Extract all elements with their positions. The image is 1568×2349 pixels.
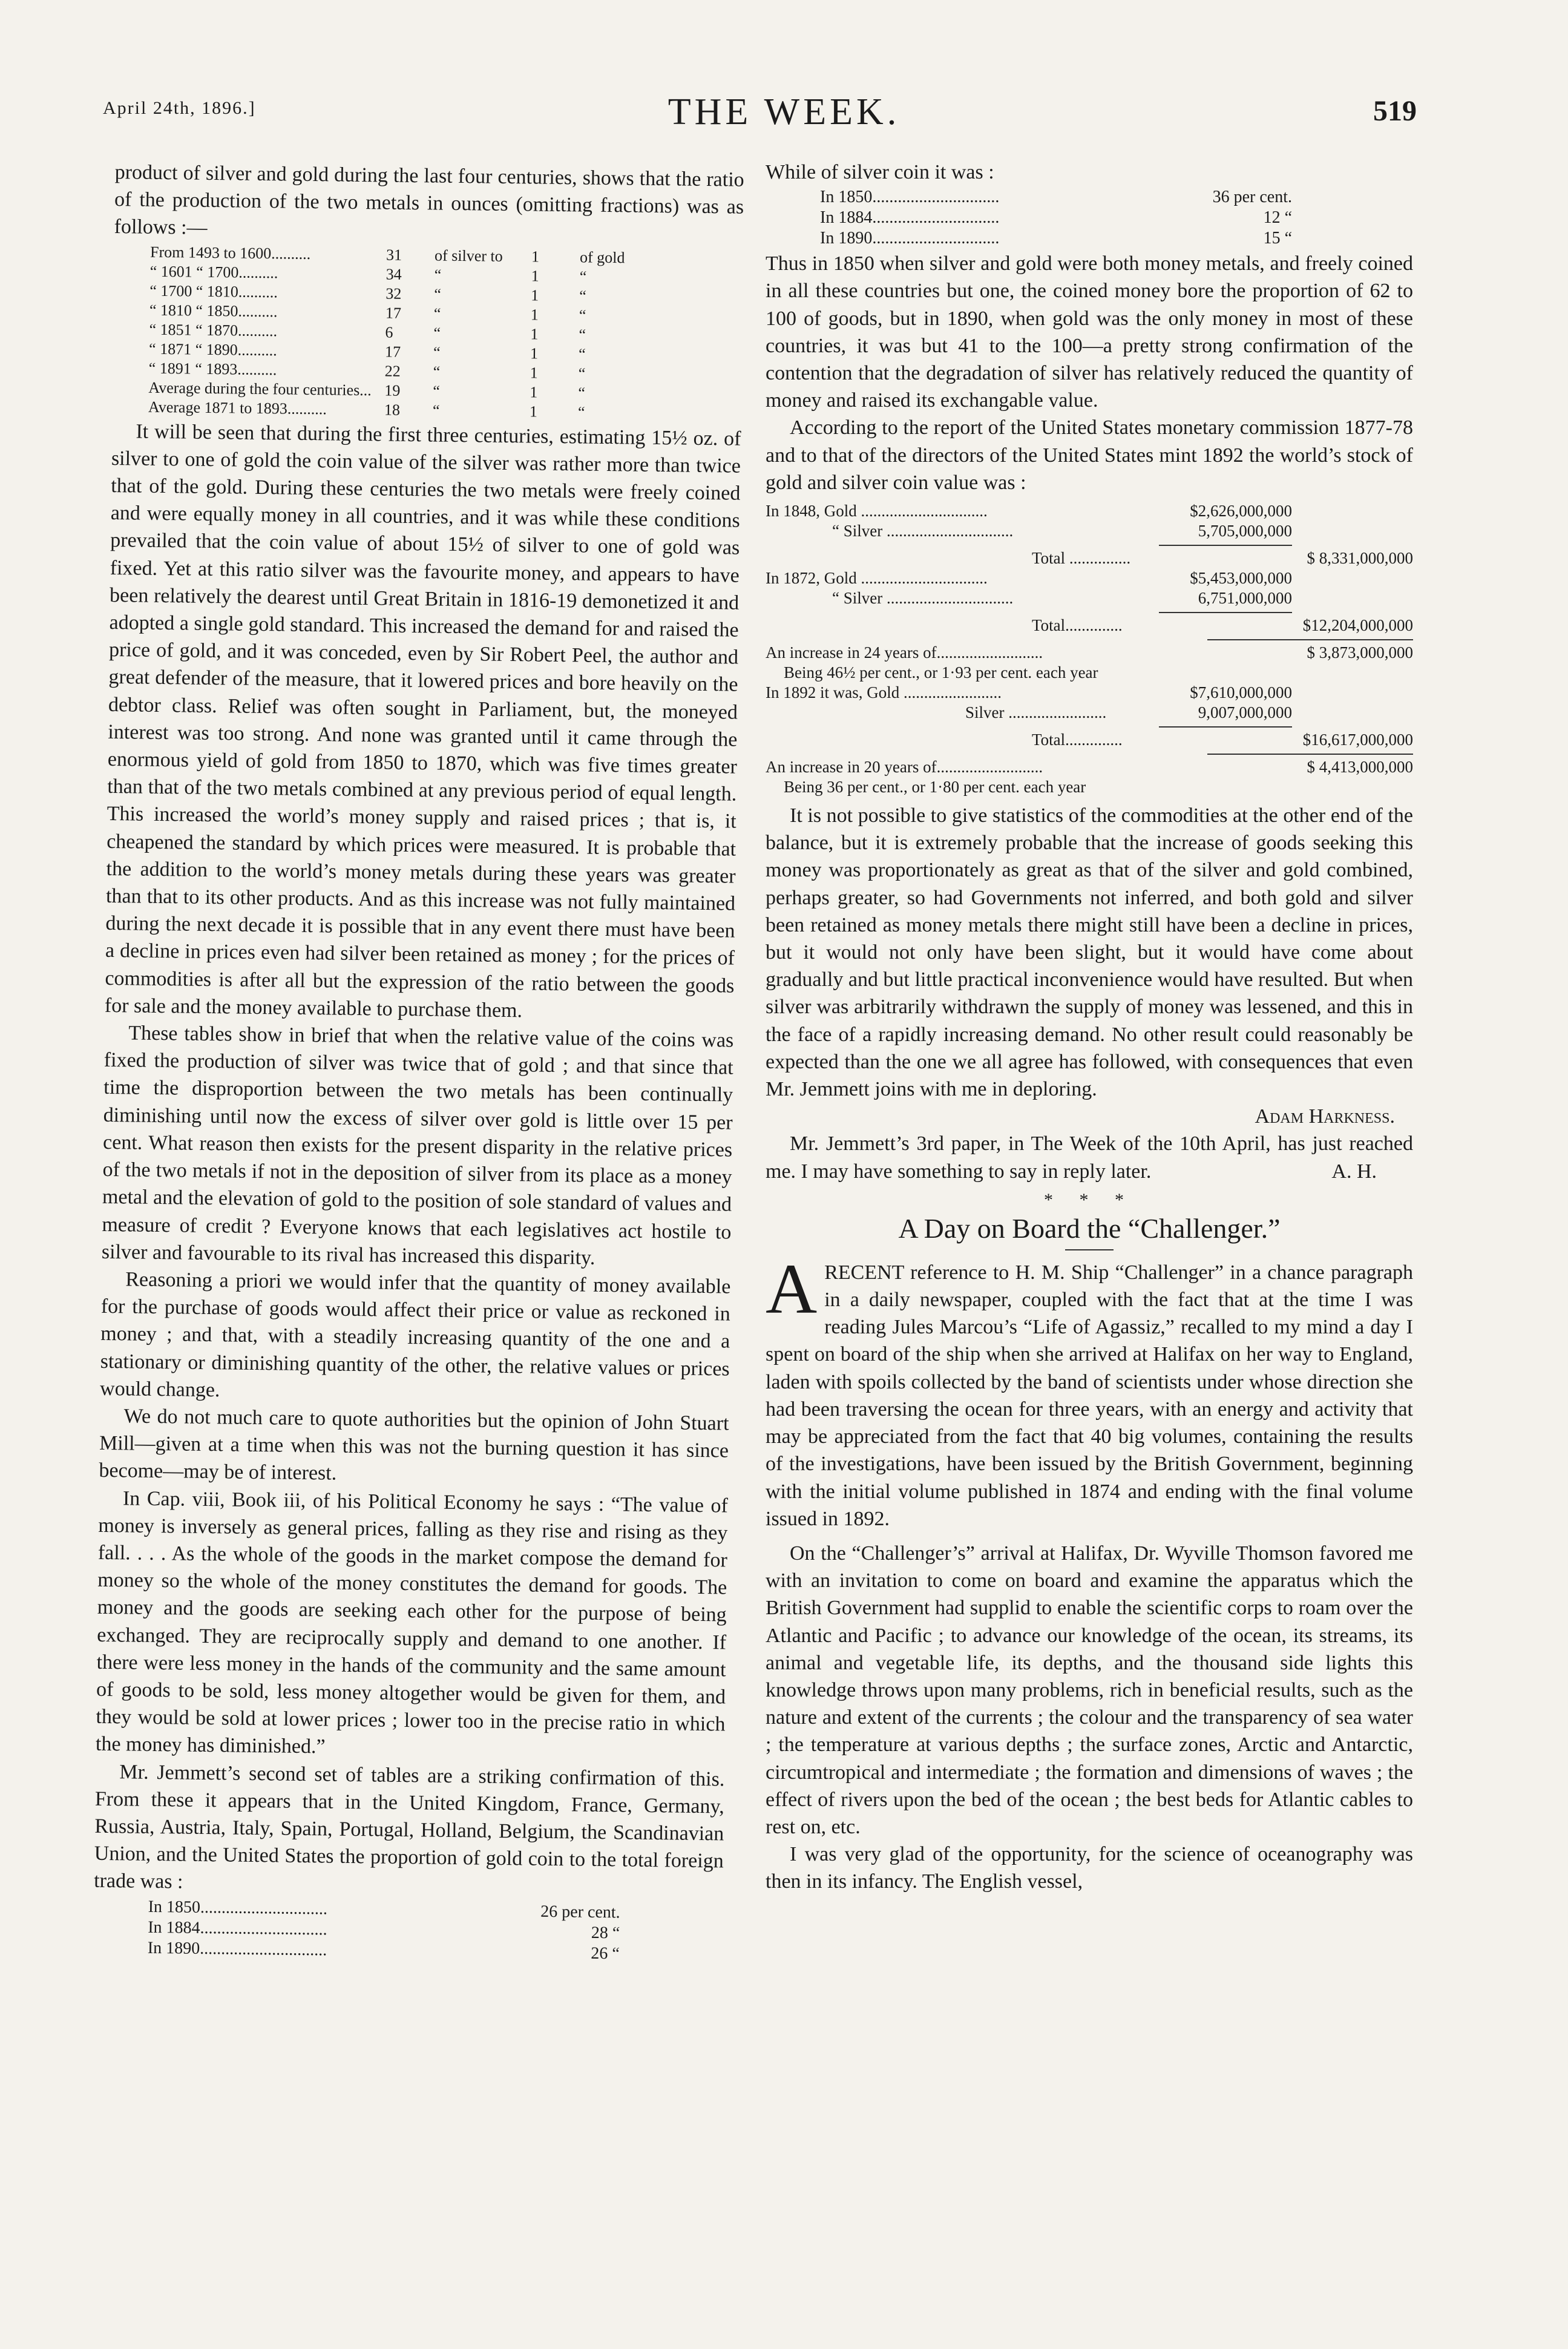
row-value: $ 8,331,000,000 bbox=[1307, 549, 1413, 568]
paragraph: It is not possible to give statistics of the commodities at the other end of the balance, but it is extremely probable that the increase of goods seeking this money was proportionately as great as that of the silver and gold combined, perhaps greater, so had Governments not inferred, and both gold and silver been retained as money metals there might still have been a decline in prices, but it would not only have been slight, but it would have come about gradually and but little practical inconvenience would have resulted. But when silver was arbitrarily withdrawn the supply of money was lessened, and this in the face of a rapidly increasing demand. No other result could reasonably be expected than the one we all agree has followed, with consequences that even Mr. Jemmett joins with me in deploring. bbox=[766, 804, 1413, 1101]
row-label: “ Silver ............................... bbox=[832, 522, 1014, 540]
ratio-unit: “ bbox=[578, 344, 586, 363]
ratio-silver: 17 bbox=[385, 304, 402, 322]
ratio-silver: 31 bbox=[385, 246, 402, 264]
gold-coin-table bbox=[148, 1896, 620, 1964]
ratio-period: “ 1601 “ 1700.......... bbox=[149, 262, 278, 281]
ratio-gold: 1 bbox=[530, 364, 538, 382]
table-row bbox=[820, 208, 1292, 228]
left-column bbox=[93, 159, 744, 1966]
ratio-silver: 32 bbox=[385, 284, 402, 303]
table-value: 15 “ bbox=[1263, 229, 1292, 248]
row-value: $2,626,000,000 bbox=[1190, 502, 1292, 521]
ratio-unit: of gold bbox=[579, 248, 625, 266]
row-value: 9,007,000,000 bbox=[1198, 703, 1292, 722]
table-row bbox=[766, 588, 1413, 608]
sum-rule bbox=[1159, 612, 1292, 613]
row-label: In 1848, Gold ............................... bbox=[766, 502, 988, 521]
paragraph: Reasoning a priori we would infer that the quantity of money available for the purchase of goods would affect their price or value as reckoned in money ; and that, with a steadily increasing quantity of the one and a stationary or diminishing quantity of the other, the relative values or prices would change. bbox=[99, 1268, 731, 1401]
paragraph bbox=[766, 1130, 1413, 1184]
row-label: “ Silver ............................... bbox=[832, 589, 1014, 608]
article-title: A Day on Board the “Challenger.” bbox=[898, 1212, 1281, 1244]
ratio-silver: 6 bbox=[385, 323, 393, 341]
title-rule bbox=[1065, 1249, 1114, 1250]
ratio-unit: “ bbox=[577, 402, 585, 421]
row-label: Total.............. bbox=[1032, 731, 1123, 749]
table-row bbox=[766, 568, 1413, 588]
ratio-gold: 1 bbox=[531, 248, 540, 266]
ratio-label: “ bbox=[433, 324, 441, 342]
table-row bbox=[820, 187, 1292, 208]
row-value: 5,705,000,000 bbox=[1198, 522, 1292, 540]
spacer bbox=[766, 1533, 1413, 1540]
row-label: Silver ........................ bbox=[965, 703, 1107, 722]
row-label: In 1892 it was, Gold ........................ bbox=[766, 683, 1002, 702]
row-value: $12,204,000,000 bbox=[1302, 616, 1413, 635]
table-value: 36 per cent. bbox=[1212, 188, 1292, 207]
paragraph: Thus in 1850 when silver and gold were both money metals, and freely coined in all these countries but one, the coined money bore the proportion of 62 to 100 of goods, but in 1890, when gold was the only money in most of these countries, it was but 41 to the 100—a pretty strong confirmation of the contention that the degradation of silver has relatively reduced the quantity of money and raised its exchangable value. bbox=[766, 252, 1413, 412]
postscript-text: Mr. Jemmett’s 3rd paper, in The Week of the 10th April, has just reached me. I may have something to say in reply later. bbox=[766, 1132, 1413, 1183]
ratio-unit: “ bbox=[579, 287, 587, 305]
table-row bbox=[766, 616, 1413, 636]
ratio-period: “ 1700 “ 1810.......... bbox=[149, 281, 278, 301]
ratio-unit: “ bbox=[578, 383, 586, 402]
ratio-unit: “ bbox=[579, 268, 587, 286]
drop-cap: A bbox=[766, 1249, 818, 1329]
postscript-initials: A. H. bbox=[1331, 1160, 1377, 1183]
table-year: In 1890.............................. bbox=[147, 1938, 327, 1960]
table-value: 12 “ bbox=[1263, 208, 1292, 228]
paragraph: It will be seen that during the first three centuries, estimating 15½ oz. of silver to one of gold the coin value of the silver was rather more than twice that of the gold. During these centuries the two metals were freely coined and were equally money in all countries, and it was while these conditions prevailed that the coin value of about 15½ of silver to one of gold was fixed. Yet at this ratio silver was the favourite money, and appears to have been relatively the dearest until Great Britain in 1816-19 demonetized it and adopted a single gold standard. This increased the demand for and raised the price of gold, and it was conceded, even by Sir Robert Peel, the author and great defender of the measure, that it lowered prices and bore heavily on the debtor class. Relief was often sought in Parliament, but, the moneyed interest was too strong. And none was granted until it came through the enormous yield of gold from 1850 to 1870, which was five times greater than that of the two metals combined at any previous period of equal length. This increased the world’s money supply and raised prices ; that is, it cheapened the standard by which prices were measured. It is probable that the addition to the world’s money metals during these years was greater than that to its other products. And as this increase was not fully maintained during the next decade it is possible that in any event there must have been a decline in prices even had silver been retained as money ; for the prices of commodities is after all but the expression of the ratio between the goods for sale and the money available to purchase them. bbox=[104, 420, 741, 1022]
paragraph: These tables show in brief that when the relative value of the coins was fixed the production of silver was twice that of gold ; and that since that time the disproportion between the two metals has been continually diminishing until now the excess of silver over gold is little over 15 per cent. What reason then exists for the present disparity in the relative prices of the two metals if not in the deposition of silver from its place as a money metal and the elevation of gold to the position of sole standard of values and measure of credit ? Everyone knows that each legislatives act hostile to silver and favourable to its rival has increased this disparity. bbox=[101, 1022, 734, 1269]
table-year: In 1850.............................. bbox=[148, 1897, 328, 1919]
ratio-label: “ bbox=[433, 363, 441, 381]
table-value: 26 “ bbox=[591, 1943, 620, 1963]
table-row bbox=[766, 703, 1413, 723]
sum-rule bbox=[1207, 639, 1413, 640]
row-note: Being 46½ per cent., or 1·93 per cent. each year bbox=[784, 663, 1098, 682]
row-label: Total ............... bbox=[1032, 549, 1131, 568]
row-note: Being 36 per cent., or 1·80 per cent. each year bbox=[784, 778, 1086, 797]
ratio-label: “ bbox=[434, 285, 442, 303]
ratio-period: “ 1851 “ 1870.......... bbox=[149, 320, 278, 340]
row-label: In 1872, Gold ............................... bbox=[766, 569, 988, 588]
paragraph: Mr. Jemmett’s second set of tables are a striking confirmation of this. From these it appears that in the United Kingdom, France, Germany, Russia, Austria, Italy, Spain, Portugal, Holland, Belgium, the Scandinavian Union, and the United States the proportion of gold coin to the total foreign trade was : bbox=[94, 1760, 725, 1893]
publication-title: THE WEEK. bbox=[668, 91, 900, 133]
ratio-label: “ bbox=[433, 343, 441, 361]
paragraph: We do not much care to quote authorities but the opinion of John Stuart Mill—given at a time when this was not the burning question it has since become—may be of interest. bbox=[99, 1405, 729, 1485]
ratio-label: “ bbox=[432, 401, 440, 419]
sum-rule bbox=[1207, 754, 1413, 755]
ratio-unit: “ bbox=[578, 364, 586, 383]
table-row bbox=[766, 548, 1413, 568]
ratio-period: “ 1891 “ 1893.......... bbox=[148, 359, 277, 378]
section-separator: * * * bbox=[1044, 1189, 1135, 1210]
table-year: In 1890.............................. bbox=[820, 229, 1000, 248]
article-paragraph: I was very glad of the opportunity, for the science of oceanography was then in its infancy. The English vessel, bbox=[766, 1843, 1413, 1893]
table-value: 28 “ bbox=[591, 1923, 620, 1942]
author-signature: Adam Harkness. bbox=[1255, 1105, 1395, 1128]
page-number: 519 bbox=[1373, 95, 1417, 127]
row-value: 6,751,000,000 bbox=[1198, 589, 1292, 608]
table-row bbox=[766, 521, 1413, 541]
table-row bbox=[766, 643, 1413, 663]
sum-rule bbox=[1159, 545, 1292, 546]
ratio-period: Average during the four centuries... bbox=[148, 378, 372, 399]
table-row bbox=[766, 683, 1413, 703]
ratio-silver: 22 bbox=[384, 362, 401, 380]
ratio-period: Average 1871 to 1893.......... bbox=[148, 398, 327, 418]
paragraph: According to the report of the United States monetary commission 1877-78 and to that of the directors of the United States mint 1892 the world’s stock of gold and silver coin value was : bbox=[766, 416, 1413, 494]
table-row bbox=[820, 228, 1292, 249]
row-value: $ 3,873,000,000 bbox=[1307, 643, 1413, 662]
silver-intro: While of silver coin it was : bbox=[766, 161, 994, 183]
ratio-gold: 1 bbox=[531, 267, 539, 285]
table-year: In 1884.............................. bbox=[148, 1917, 327, 1939]
ratio-gold: 1 bbox=[529, 402, 538, 421]
ratio-label: “ bbox=[433, 382, 441, 400]
ratio-gold: 1 bbox=[530, 383, 538, 401]
article-paragraph: On the “Challenger’s” arrival at Halifax, Dr. Wyville Thomson favored me with an invitation to come on board and examine the apparatus which the British Government had supplid to enable the scientific corps to roam over the Atlantic and Pacific ; to advance our knowledge of the ocean, its streams, its animal and vegetable life, its depths, and the thousand side lights this knowledge throws upon many problems, rich in beneficial results, such as the nature and extent of the currents ; the colour and the transparency of sea water ; the temperature at various depths ; the surface zones, Arctic and Antarctic, circumtropical and intermediate ; the formation and dimensions of waves ; the effect of rivers upon the bed of the ocean ; the best beds for Atlantic cables to rest on, etc. bbox=[766, 1542, 1413, 1838]
silver-coin-table bbox=[820, 187, 1292, 249]
ratio-label: of silver to bbox=[434, 246, 503, 265]
table-value: 26 per cent. bbox=[540, 1902, 620, 1922]
ratio-silver: 34 bbox=[385, 265, 402, 283]
row-label: An increase in 20 years of.......................... bbox=[766, 758, 1043, 777]
table-year: In 1850.............................. bbox=[820, 188, 1000, 207]
table-row bbox=[766, 730, 1413, 750]
article-text: RECENT reference to H. M. Ship “Challenger” in a chance paragraph in a daily newspaper, coupled with the fact that at the time I was reading Jules Marcou’s “Life of Agassiz,” recalled to my mind a day I spent on board of the ship when she arrived at Halifax on her way to England, laden with spoils collected by the band of scientists under whose direction she had been traversing the ocean for three years, with an energy and activity that may be appreciated from the fact that 40 big volumes, containing the results of the investigations, have been issued by the British Government, beginning with the initial volume published in 1874 and ending with the final volume issued in 1892. bbox=[766, 1261, 1413, 1530]
ratio-silver: 17 bbox=[384, 343, 401, 361]
world-stock-table bbox=[766, 501, 1413, 797]
ratio-period: “ 1871 “ 1890.......... bbox=[148, 340, 277, 359]
ratio-label: “ bbox=[433, 304, 441, 323]
ratio-gold: 1 bbox=[531, 286, 539, 304]
row-label: Total.............. bbox=[1032, 616, 1123, 635]
ratio-table bbox=[148, 242, 743, 424]
table-row bbox=[766, 501, 1413, 521]
row-label: An increase in 24 years of.......................... bbox=[766, 643, 1043, 662]
ratio-period: “ 1810 “ 1850.......... bbox=[149, 301, 278, 320]
row-value: $7,610,000,000 bbox=[1190, 683, 1292, 702]
ratio-silver: 19 bbox=[384, 381, 401, 399]
ratio-period: From 1493 to 1600.......... bbox=[149, 243, 311, 263]
row-value: $16,617,000,000 bbox=[1302, 731, 1413, 749]
page-header bbox=[0, 91, 1568, 145]
ratio-gold: 1 bbox=[530, 306, 539, 324]
quotation-paragraph: In Cap. viii, Book iii, of his Political Economy he says : “The value of money is inversely as general prices, falling as they rise and rising as they fall. . . . As the whole of the goods in the market compose the demand for money so the whole of the money constitutes the demand for goods. The money and the goods are seeking each other for the purpose of being exchanged. They are reciprocally supply and demand to one another. If there were less money in the hands of the community and the same amount of goods to be sold, less money altogether would be given for them, and they would be sold at lower prices ; lower too in the precise ratio in which the money has diminished.” bbox=[95, 1487, 729, 1758]
row-value: $ 4,413,000,000 bbox=[1307, 758, 1413, 777]
ratio-gold: 1 bbox=[530, 325, 539, 343]
table-year: In 1884.............................. bbox=[820, 208, 1000, 228]
ratio-unit: “ bbox=[579, 306, 586, 324]
ratio-gold: 1 bbox=[530, 344, 539, 363]
table-row bbox=[766, 757, 1413, 777]
sum-rule bbox=[1159, 726, 1292, 728]
row-value: $5,453,000,000 bbox=[1190, 569, 1292, 588]
right-column bbox=[766, 159, 1413, 1896]
issue-date: April 24th, 1896.] bbox=[103, 98, 256, 118]
intro-paragraph: product of silver and gold during the last four centuries, shows that the ratio of the production of the two metals in ounces (omitting fractions) was as follows :— bbox=[114, 160, 744, 240]
ratio-label: “ bbox=[434, 266, 442, 284]
ratio-unit: “ bbox=[579, 325, 586, 344]
ratio-silver: 18 bbox=[384, 401, 401, 419]
article-paragraph bbox=[766, 1249, 1413, 1533]
